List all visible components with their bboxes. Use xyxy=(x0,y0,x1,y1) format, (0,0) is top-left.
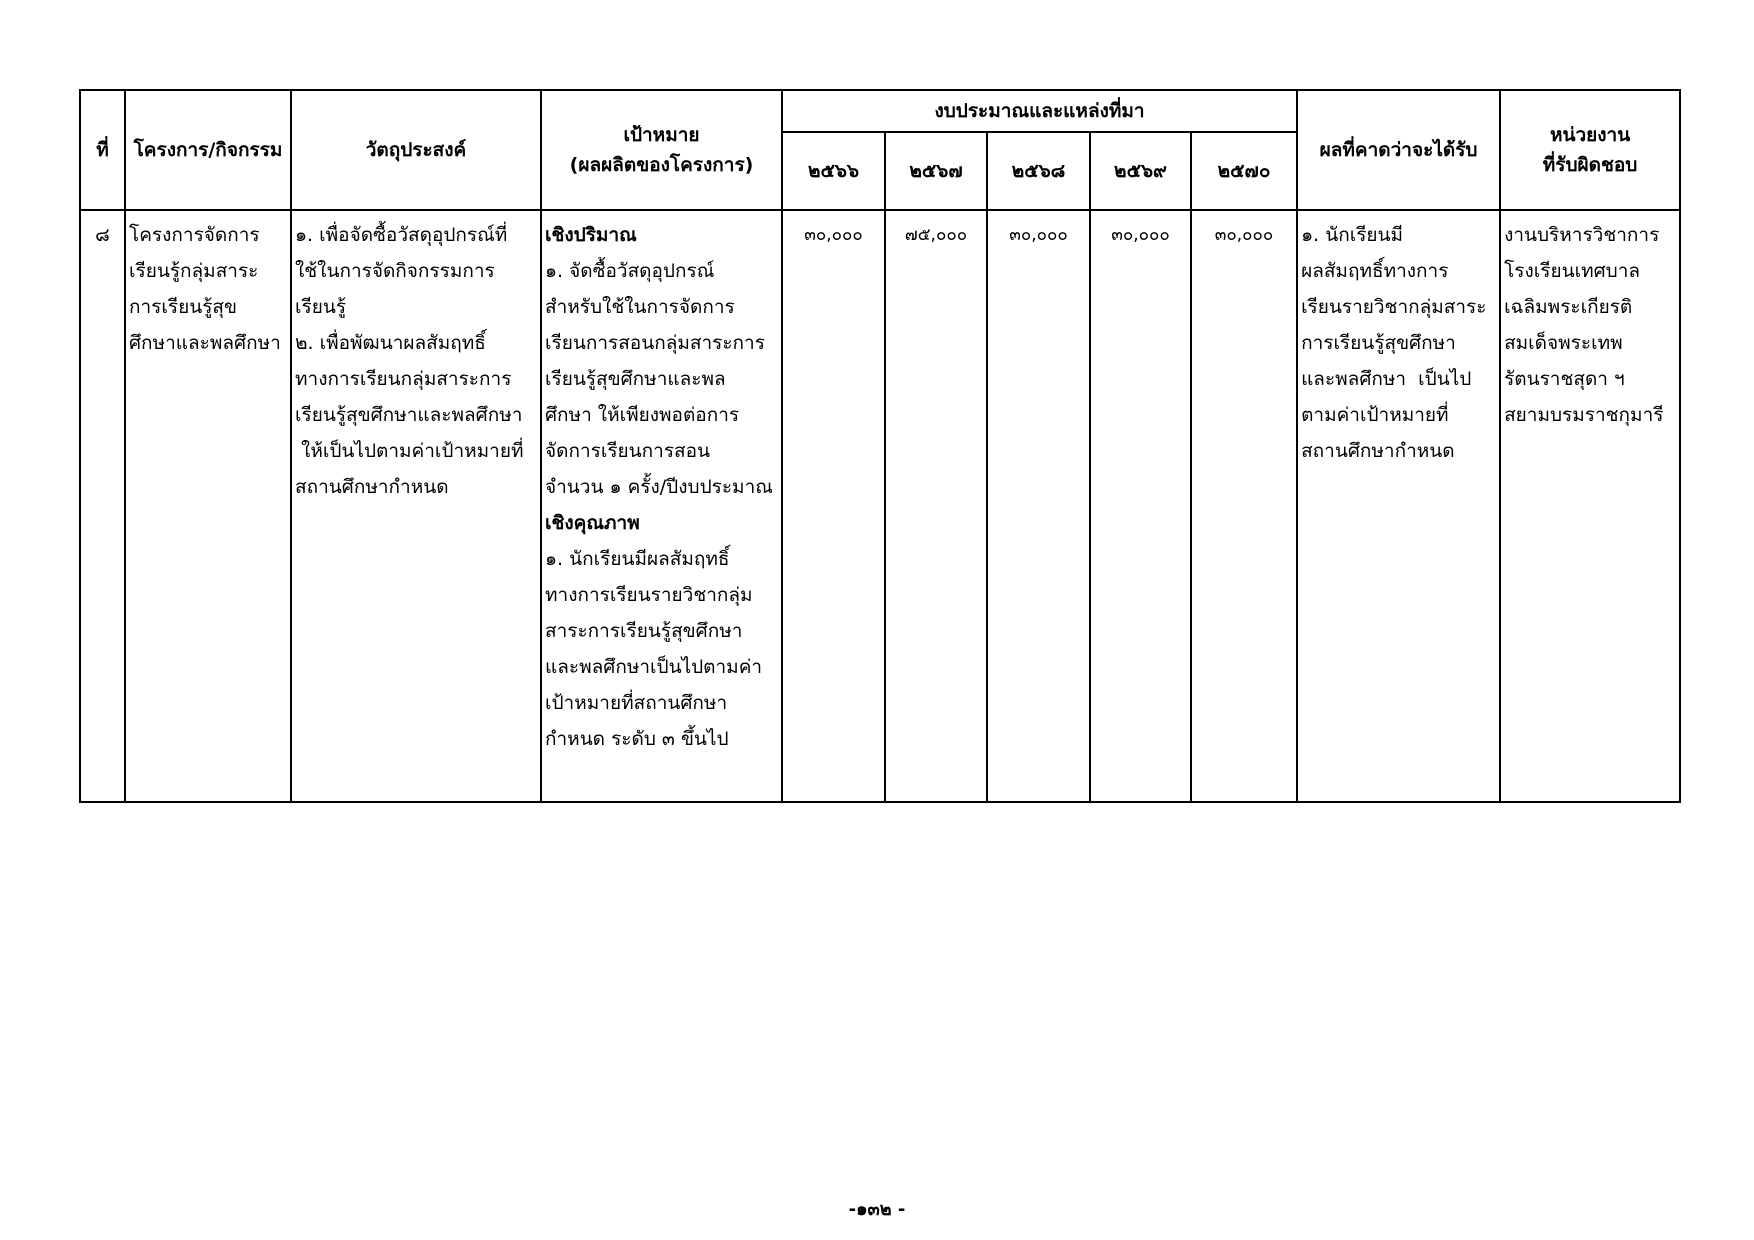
table-header-row xyxy=(80,90,1680,132)
budget-2570: ๓๐,๐๐๐ xyxy=(1191,210,1297,802)
expected-line: ๑. นักเรียนมี xyxy=(1301,224,1404,246)
header-expected: ผลที่คาดว่าจะได้รับ xyxy=(1297,90,1500,210)
target-quality-line: ทางการเรียนรายวิชากลุ่ม xyxy=(545,584,753,606)
header-budget-group: งบประมาณและแหล่งที่มา xyxy=(782,90,1297,132)
budget-2569: ๓๐,๐๐๐ xyxy=(1090,210,1191,802)
row-objective xyxy=(291,210,541,802)
responsible-line: งานบริหารวิชาการ xyxy=(1504,224,1660,246)
responsible-line: รัตนราชสุดา ฯ xyxy=(1504,368,1625,390)
project-line: เรียนรู้กลุ่มสาระ xyxy=(129,260,259,282)
responsible-line: โรงเรียนเทศบาล xyxy=(1504,260,1641,282)
target-quality-line: ๑. นักเรียนมีผลสัมฤทธิ์ xyxy=(545,548,730,570)
objective-line: สถานศึกษากำหนด xyxy=(295,476,449,498)
target-quantity-line: เรียนรู้สุขศึกษาและพล xyxy=(545,368,726,390)
objective-line: เรียนรู้ xyxy=(295,296,347,318)
objective-line: ใช้ในการจัดกิจกรรมการ xyxy=(295,260,495,282)
header-responsible-line1: หน่วยงาน xyxy=(1549,124,1631,146)
table-row xyxy=(80,210,1680,802)
project-line: โครงการจัดการ xyxy=(129,224,260,246)
header-responsible-line2: ที่รับผิดชอบ xyxy=(1542,154,1638,176)
header-year-2568: ๒๕๖๘ xyxy=(987,132,1090,210)
expected-line: ผลสัมฤทธิ์ทางการ xyxy=(1301,260,1449,282)
responsible-line: เฉลิมพระเกียรติ xyxy=(1504,296,1633,318)
objective-line: เรียนรู้สุขศึกษาและพลศึกษา xyxy=(295,404,523,426)
row-target xyxy=(541,210,782,802)
header-target-line1: เป้าหมาย xyxy=(623,124,700,146)
project-line: การเรียนรู้สุข xyxy=(129,296,237,318)
responsible-line: สมเด็จพระเทพ xyxy=(1504,332,1623,354)
target-quality-line: และพลศึกษาเป็นไปตามค่า xyxy=(545,656,763,678)
target-quantity-heading: เชิงปริมาณ xyxy=(545,224,637,246)
header-objective: วัตถุประสงค์ xyxy=(291,90,541,210)
target-quality-line: กำหนด ระดับ ๓ ขึ้นไป xyxy=(545,728,729,750)
target-quantity-line: จำนวน ๑ ครั้ง/ปีงบประมาณ xyxy=(545,476,773,498)
header-no: ที่ xyxy=(80,90,125,210)
header-year-2570: ๒๕๗๐ xyxy=(1191,132,1297,210)
header-year-2567: ๒๕๖๗ xyxy=(885,132,987,210)
target-quality-heading: เชิงคุณภาพ xyxy=(545,512,640,534)
row-no: ๘ xyxy=(80,210,125,802)
row-project xyxy=(125,210,291,802)
objective-line: ๑. เพื่อจัดซื้อวัสดุอุปกรณ์ที่ xyxy=(295,224,508,246)
objective-line: ๒. เพื่อพัฒนาผลสัมฤทธิ์ xyxy=(295,332,486,354)
budget-2568: ๓๐,๐๐๐ xyxy=(987,210,1090,802)
expected-line: ตามค่าเป้าหมายที่ xyxy=(1301,404,1449,426)
target-quality-line: สาระการเรียนรู้สุขศึกษา xyxy=(545,620,743,642)
target-quantity-line: ๑. จัดซื้อวัสดุอุปกรณ์ xyxy=(545,260,715,282)
header-project: โครงการ/กิจกรรม xyxy=(125,90,291,210)
target-quantity-line: เรียนการสอนกลุ่มสาระการ xyxy=(545,332,765,354)
header-target-line2: (ผลผลิตของโครงการ) xyxy=(569,154,754,176)
page-number: -๑๓๒ - xyxy=(848,1199,906,1220)
objective-line: ทางการเรียนกลุ่มสาระการ xyxy=(295,368,512,390)
project-line: ศึกษาและพลศึกษา xyxy=(129,332,281,354)
expected-line: และพลศึกษา เป็นไป xyxy=(1301,368,1472,390)
budget-2567: ๗๕,๐๐๐ xyxy=(885,210,987,802)
header-responsible xyxy=(1500,90,1680,210)
target-quantity-line: ศึกษา ให้เพียงพอต่อการ xyxy=(545,404,740,426)
responsible-line: สยามบรมราชกุมารี xyxy=(1504,404,1664,426)
target-quality-line: เป้าหมายที่สถานศึกษา xyxy=(545,692,728,714)
expected-line: การเรียนรู้สุขศึกษา xyxy=(1301,332,1456,354)
row-expected xyxy=(1297,210,1500,802)
header-year-2569: ๒๕๖๙ xyxy=(1090,132,1191,210)
objective-line: ให้เป็นไปตามค่าเป้าหมายที่ xyxy=(295,440,524,462)
header-year-2566: ๒๕๖๖ xyxy=(782,132,885,210)
row-responsible xyxy=(1500,210,1680,802)
project-plan-table xyxy=(79,89,1681,803)
expected-line: สถานศึกษากำหนด xyxy=(1301,440,1455,462)
expected-line: เรียนรายวิชากลุ่มสาระ xyxy=(1301,296,1487,318)
header-target xyxy=(541,90,782,210)
budget-2566: ๓๐,๐๐๐ xyxy=(782,210,885,802)
target-quantity-line: จัดการเรียนการสอน xyxy=(545,440,711,462)
target-quantity-line: สำหรับใช้ในการจัดการ xyxy=(545,296,735,318)
